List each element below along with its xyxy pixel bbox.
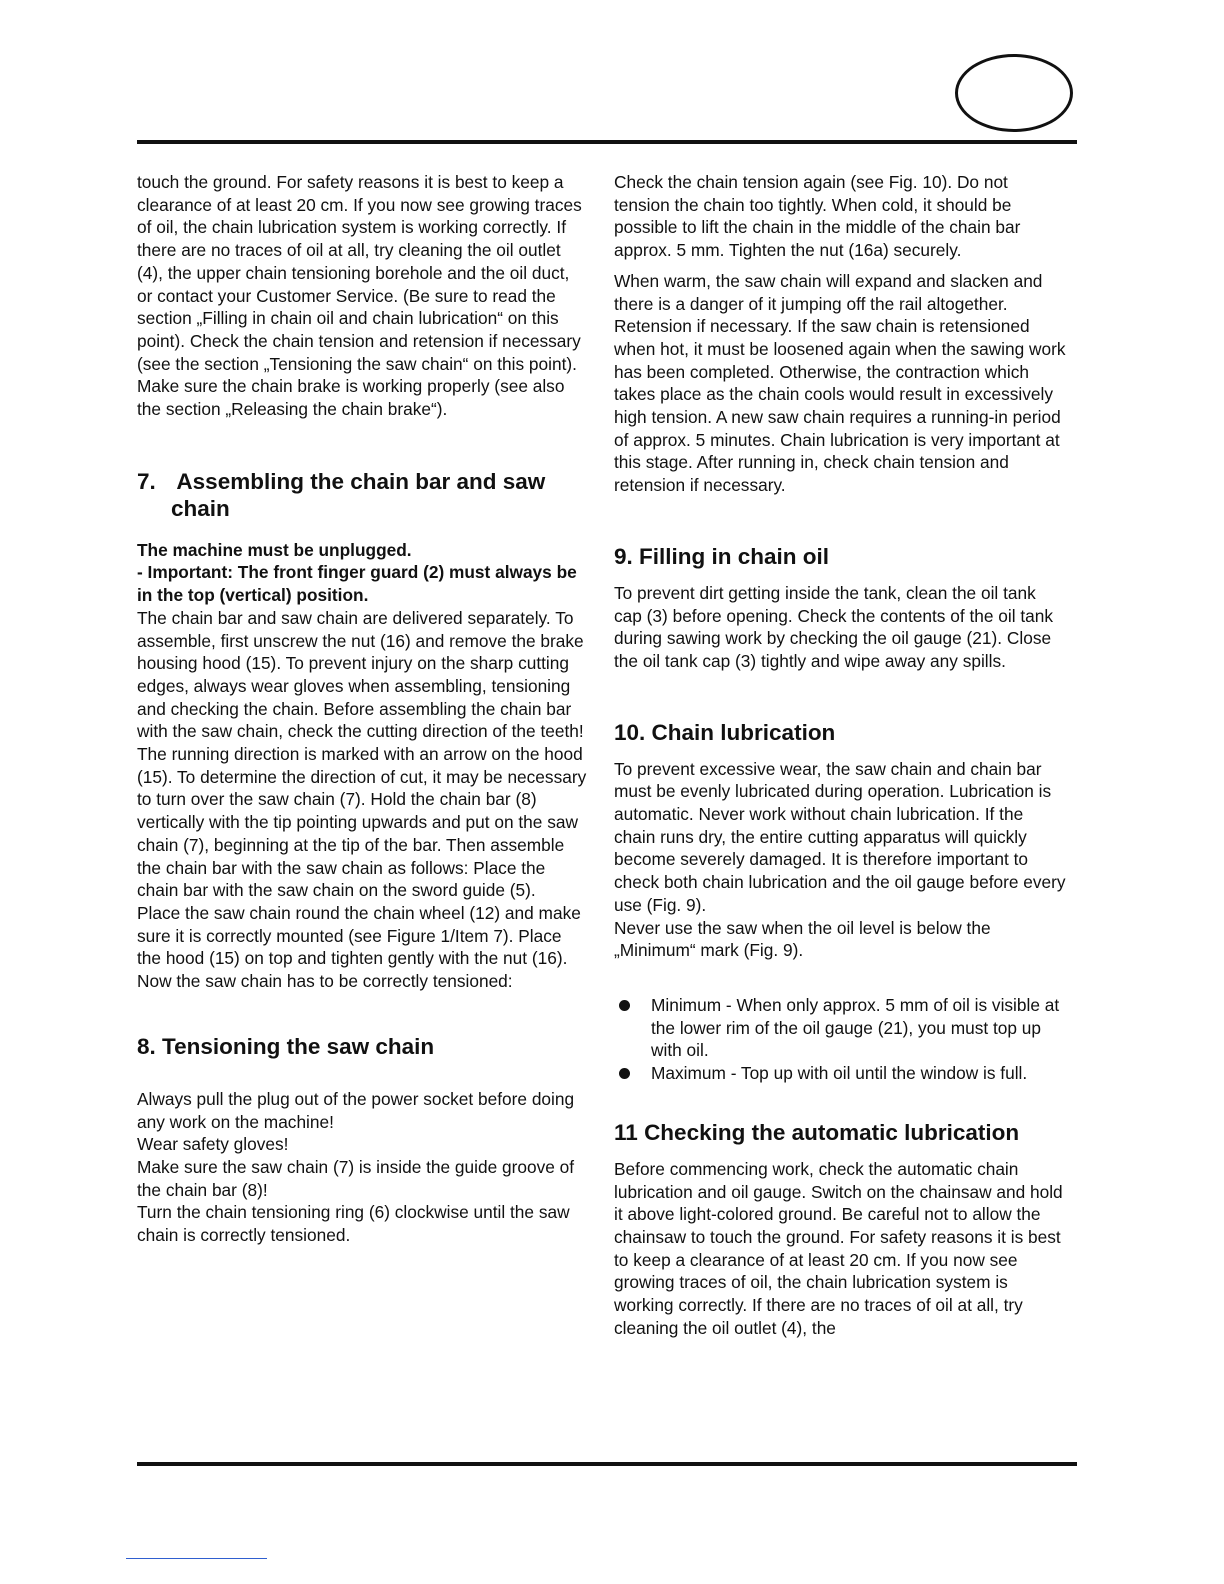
section-7-number: 7. — [137, 468, 156, 494]
tension-check-paragraph: Check the chain tension again (see Fig. 10). Do not tension the chain too tightly. When cold, it should be possible to lift the chain in the middle of the chain bar approx. 5 mm. Tighten the nut (16a) securely. — [614, 172, 1021, 261]
tension-step-3: Make sure the saw chain (7) is inside the guide groove of the chain bar (8)! — [137, 1156, 575, 1200]
section-8-title: Tensioning the saw chain — [162, 1033, 435, 1059]
section-7-heading — [137, 468, 589, 522]
bullet-icon — [619, 1000, 630, 1011]
list-item-text: Maximum - Top up with oil until the window is full. — [651, 1063, 1028, 1084]
section-8-number: 8. — [137, 1033, 156, 1059]
section-7-title: Assembling the chain bar and saw chain — [171, 468, 546, 521]
section-11-title: Checking the automatic lubrication — [644, 1119, 1020, 1145]
finger-guard-warning: - Important: The front finger guard (2) must always be in the top (vertical) position. — [137, 562, 577, 606]
tension-step-2: Wear safety gloves! — [137, 1134, 289, 1155]
warm-chain-paragraph: When warm, the saw chain will expand and slacken and there is a danger of it jumping off the rail altogether. Retension if necessary. If the saw chain is retensioned when hot, it must be loosened again when the sawing work has been completed. Otherwise, the contraction which takes place as the chain cools would result in excessively high tension. A new saw chain requires a running-in period of approx. 5 minutes. Chain lubrication is very important at this stage. After running in, check chain tension and retension if necessary. — [614, 270, 1066, 496]
header-rule — [137, 140, 1077, 144]
section-10-title: Chain lubrication — [651, 719, 836, 745]
list-item — [614, 1062, 1066, 1085]
oil-level-list — [614, 994, 1066, 1085]
section-9-title: Filling in chain oil — [639, 543, 830, 569]
section-9-number: 9. — [614, 543, 633, 569]
tension-step-1: Always pull the plug out of the power socket before doing any work on the machine! — [137, 1088, 575, 1132]
section-8-heading — [137, 1033, 589, 1060]
section-9-heading — [614, 543, 1066, 570]
section-10-heading — [614, 719, 1066, 746]
section-11-heading — [614, 1119, 1066, 1146]
lubrication-paragraph: To prevent excessive wear, the saw chain and chain bar must be evenly lubricated during operation. Lubrication is automatic. Never work without chain lubrication. If the chain runs dry, the entire cutting apparatus will quickly become severely damaged. It is therefore important to check both chain lubrication and the oil gauge before every use (Fig. 9). — [614, 758, 1066, 915]
assembly-instructions-2: Place the saw chain round the chain wheel (12) and make sure it is correctly mounted (see Figure 1/Item 7). Place the hood (15) on top and tighten gently with the nut (16). — [137, 902, 581, 969]
list-item-text: Minimum - When only approx. 5 mm of oil is visible at the lower rim of the oil gauge (21), you must top up with oil. — [651, 994, 1060, 1061]
list-item — [614, 994, 1066, 1062]
minimum-mark-paragraph: Never use the saw when the oil level is below the „Minimum“ mark (Fig. 9). — [614, 917, 991, 961]
assembly-instructions: The chain bar and saw chain are delivered separately. To assemble, first unscrew the nut (16) and remove the brake housing hood (15). To prevent injury on the sharp cutting edges, always wear gloves when assembling, tensioning and checking the chain. Before assembling the chain bar with the saw chain, check the cutting direction of the teeth! The running direction is marked with an arrow on the hood (15). To determine the direction of cut, it may be necessary to turn over the saw chain (7). Hold the chain bar (8) vertically with the tip pointing upwards and put on the saw chain (7), beginning at the tip of the bar. Then assemble the chain bar with the saw chain as follows: Place the chain bar with the saw chain on the sword guide (5). — [137, 607, 587, 901]
footer-rule — [137, 1462, 1077, 1466]
unplug-warning: The machine must be unplugged. — [137, 539, 412, 560]
auto-lubrication-paragraph: Before commencing work, check the automatic chain lubrication and oil gauge. Switch on the chainsaw and hold it above light-colored ground. Be careful not to allow the chainsaw to touch the ground. For safety reasons it is best to keep a clearance of at least 20 cm. If you now see growing traces of oil, the chain lubrication system is working correctly. If there are no traces of oil at all, try cleaning the oil outlet (4), the — [614, 1158, 1063, 1338]
language-indicator-oval — [955, 54, 1073, 132]
continued-paragraph: touch the ground. For safety reasons it is best to keep a clearance of at least 20 cm. If you now see growing traces of oil, the chain lubrication system is working correctly. If there are no traces of oil at all, try cleaning the oil outlet (4), the upper chain tensioning borehole and the oil duct, or contact your Customer Service. (Be sure to read the section „Filling in chain oil and chain lubrication“ on this point). Check the chain tension and retension if necessary (see the section „Tensioning the saw chain“ on this point). Make sure the chain brake is working properly (see also the section „Releasing the chain brake“). — [137, 172, 582, 420]
tension-step-4: Turn the chain tensioning ring (6) clockwise until the saw chain is correctly tensioned. — [137, 1202, 570, 1246]
section-10-number: 10. — [614, 719, 646, 745]
footer-link-underline — [126, 1558, 267, 1559]
section-11-number: 11 — [614, 1119, 638, 1145]
oil-filling-paragraph: To prevent dirt getting inside the tank, clean the oil tank cap (3) before opening. Check the contents of the oil tank during sawing work by checking the oil gauge (21). Close the oil tank cap (3) tightly and wipe away any spills. — [614, 582, 1054, 671]
left-column — [137, 171, 589, 1247]
assembly-instructions-3: Now the saw chain has to be correctly tensioned: — [137, 971, 513, 992]
right-column — [614, 171, 1066, 1339]
bullet-icon — [619, 1068, 630, 1079]
